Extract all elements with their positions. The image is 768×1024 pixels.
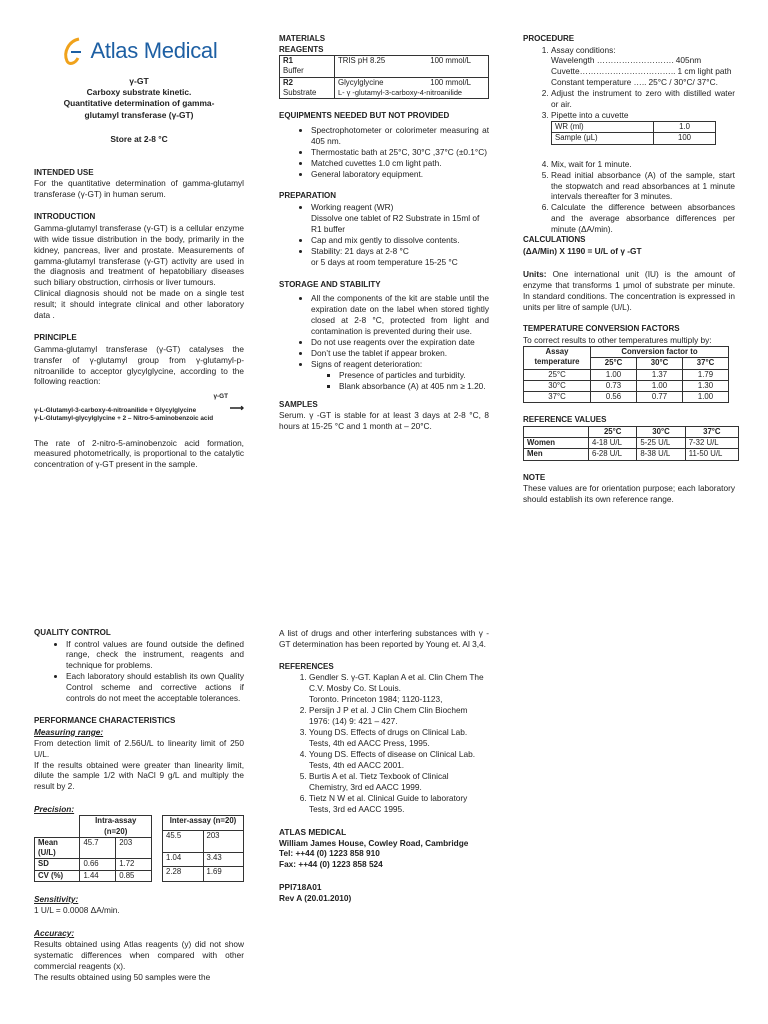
stat-label: SD <box>35 859 80 870</box>
temperature-label: Constant temperature ….. <box>551 77 647 88</box>
factor-cell: 1.00 <box>683 392 729 403</box>
stat-cell: 0.66 <box>80 859 116 870</box>
reference-item: 4. Young DS. Effects of disease on Clinical Lab. Tests, 4th ed AACC 2001. <box>309 749 489 771</box>
reference-values-heading: REFERENCE VALUES <box>523 415 607 425</box>
units-paragraph <box>523 269 735 313</box>
title-line-1: γ-GT <box>129 76 149 86</box>
reference-cell: 6-28 U/L <box>589 449 637 460</box>
quality-control-item: • Each laboratory should establish its own Quality Control scheme and corrective actions if controls do not meet the acceptable tolerances. <box>66 671 244 704</box>
document-code: PPI718A01 <box>279 882 322 893</box>
reagent-component-2: L- γ -glutamyl-3-carboxy-4-nitroanilide <box>338 87 463 97</box>
wavelength-label: Wavelength ………………………. <box>551 55 674 66</box>
deterioration-sign: ▪ Blank absorbance (A) at 405 nm ≥ 1.20. <box>339 381 489 392</box>
principle-text: Gamma-glutamyl transferase (γ-GT) catalyses the transfer of γ-glutamyl group from γ-glutamyl-p-nitroanilide to acceptor glycylglycine, according to the following reaction: <box>34 343 244 387</box>
reagent-kind: Buffer <box>283 66 304 76</box>
column-2 <box>279 34 489 432</box>
procedure-step: 4. Mix, wait for 1 minute. <box>551 159 735 170</box>
column-1-lower <box>34 628 244 983</box>
document-title <box>34 76 244 145</box>
logo-text: Atlas Medical <box>90 38 218 64</box>
reagent-concentration: 100 mmol/L <box>430 56 471 66</box>
introduction-text-2: Clinical diagnosis should not be made on a single test result; it should integrate clinical and other laboratory data . <box>34 288 244 321</box>
reagents-table <box>279 55 489 99</box>
pipette-value: 100 <box>654 133 716 144</box>
measuring-range-label: Measuring range: <box>34 726 104 737</box>
equipment-item: • Spectrophotometer or colorimeter measuring at 405 nm. <box>311 125 489 147</box>
stat-cell: 2.28 <box>163 867 204 882</box>
storage-item-label: Signs of reagent deterioration: <box>311 358 423 369</box>
blank-header <box>35 816 80 838</box>
company-fax: Fax: ++44 (0) 1223 858 524 <box>279 859 383 870</box>
intra-assay-header: Intra-assay (n=20) <box>80 816 152 838</box>
reagent-content-cell <box>335 77 489 99</box>
reagents-heading: REAGENTS <box>279 44 324 54</box>
temperature-header: 30°C <box>637 358 683 369</box>
reference-cell: 8-38 U/L <box>637 449 685 460</box>
cuvette-label: Cuvette…………………………….. <box>551 66 676 77</box>
quality-control-list <box>34 639 244 705</box>
reagent-code-cell <box>280 56 335 78</box>
accuracy-text: Results obtained using Atlas reagents (y) did not show systematic differences when compared with other commercial reagents (x). <box>34 938 244 971</box>
note-text: These values are for orientation purpose; each laboratory should establish its own reference range. <box>523 483 735 505</box>
wavelength-value: 405nm <box>675 55 702 66</box>
measuring-range-text-2: If the results obtained were greater than linearity limit, dilute the sample 1/2 with NaCl 9 g/L and multiply the result by 2. <box>34 759 244 792</box>
table-row <box>163 867 244 882</box>
factor-cell: 0.73 <box>591 380 637 391</box>
pipette-row <box>552 122 716 133</box>
equipment-heading: EQUIPMENTS NEEDED BUT NOT PROVIDED <box>279 111 450 121</box>
procedure-step: 5. Read initial absorbance (A) of the sample, start the stopwatch and read absorbances at 1 minute intervals thereafter for 3 minutes. <box>551 170 735 203</box>
temp-conversion-heading: TEMPERATURE CONVERSION FACTORS <box>523 324 680 334</box>
table-row <box>163 852 244 867</box>
temperature-header: 25°C <box>589 426 637 437</box>
reference-item <box>309 672 489 705</box>
preparation-list <box>279 202 489 268</box>
document-revision: Rev A (20.01.2010) <box>279 893 352 904</box>
title-line-2: Carboxy substrate kinetic. <box>86 87 192 98</box>
working-reagent-detail: Dissolve one tablet of R2 Substrate in 15ml of R1 buffer <box>311 212 480 234</box>
principle-heading: PRINCIPLE <box>34 333 77 343</box>
blank-header <box>524 426 589 437</box>
company-address: William James House, Cowley Road, Cambridge <box>279 837 469 848</box>
table-row <box>163 830 244 852</box>
reaction-reactants-row <box>34 402 244 415</box>
preparation-item: • Cap and mix gently to dissolve contents. <box>311 235 489 246</box>
table-row <box>35 859 152 870</box>
pipette-label: WR (ml) <box>552 122 654 133</box>
note-heading: NOTE <box>523 472 546 482</box>
conversion-factor-header: Conversion factor to <box>591 346 729 357</box>
reagent-code: R1 <box>283 56 293 66</box>
performance-heading: PERFORMANCE CHARACTERISTICS <box>34 716 176 726</box>
accuracy-text-2: The results obtained using 50 samples were the <box>34 971 211 982</box>
reference-cell: 4-18 U/L <box>589 438 637 449</box>
intended-use-heading: INTENDED USE <box>34 167 94 177</box>
inter-assay-header: Inter-assay (n=20) <box>163 816 244 831</box>
procedure-step <box>551 110 735 145</box>
quality-control-heading: QUALITY CONTROL <box>34 628 111 637</box>
units-text: One international unit (IU) is the amount of enzyme that transforms 1 μmol of substrate per minute. In standard conditions. The concentration is expressed in units per litre of sample (U/L). <box>523 268 736 312</box>
procedure-step-text: Pipette into a cuvette <box>551 110 629 121</box>
reference-cell: 7-32 U/L <box>685 438 738 449</box>
reagent-kind: Substrate <box>283 87 317 97</box>
materials-heading: MATERIALS <box>279 34 326 43</box>
reagent-row <box>280 56 489 78</box>
inter-assay-table <box>162 815 244 882</box>
samples-heading: SAMPLES <box>279 399 318 409</box>
group-label: Women <box>524 438 589 449</box>
factor-cell: 1.00 <box>591 369 637 380</box>
stat-cell: 1.04 <box>163 852 204 867</box>
reference-text-extra: Toronto. Princeton 1984; 1120-1123, <box>309 694 443 705</box>
group-label: Men <box>524 449 589 460</box>
storage-item <box>311 359 489 392</box>
table-header-row <box>524 346 729 357</box>
storage-list <box>279 293 489 391</box>
reference-item: 2. Persijn J P et al. J Clin Chem Clin Biochem 1976: (14) 9: 421 – 427. <box>309 705 489 727</box>
preparation-item <box>311 202 489 235</box>
reference-values-table <box>523 426 739 461</box>
equipment-item: • General laboratory equipment. <box>311 169 489 180</box>
accuracy-label: Accuracy: <box>34 927 75 938</box>
procedure-heading: PROCEDURE <box>523 34 575 43</box>
reaction-enzyme: γ-GT <box>213 393 228 401</box>
table-header-row <box>524 426 739 437</box>
temp-conversion-intro: To correct results to other temperatures multiply by: <box>523 335 712 346</box>
stat-cell: 1.69 <box>203 867 244 882</box>
reaction-equation <box>34 393 244 423</box>
reagent-code: R2 <box>283 77 293 87</box>
precision-tables <box>34 815 244 882</box>
precision-label: Precision: <box>34 804 75 815</box>
assay-condition <box>551 55 735 66</box>
reaction-products: γ-L-Glutamyl-glycylglycine + 2 – Nitro-5-aminobenzoic acid <box>34 415 214 423</box>
column-3 <box>523 34 735 505</box>
row-temperature: 25°C <box>524 369 591 380</box>
reference-item: 5. Burtis A et al. Tietz Texbook of Clinical Chemistry, 3rd ed AACC 1999. <box>309 771 489 793</box>
introduction-heading: INTRODUCTION <box>34 212 96 222</box>
assay-condition <box>551 66 735 77</box>
deterioration-sign: ▪ Presence of particles and turbidity. <box>339 370 489 381</box>
table-row <box>524 449 739 460</box>
stat-cell: 1.72 <box>116 859 152 870</box>
reagent-code-cell <box>280 77 335 99</box>
stat-cell: 1.44 <box>80 870 116 881</box>
procedure-step-text: Assay conditions: <box>551 44 616 55</box>
reagent-component: Glycylglycine <box>338 77 384 87</box>
factor-cell: 0.56 <box>591 392 637 403</box>
reference-text: Gendler S. γ-GT. Kaplan A et al. Clin Chem The C.V. Mosby Co. St Louis. <box>309 672 484 694</box>
temperature-header: 37°C <box>685 426 738 437</box>
cuvette-value: 1 cm light path <box>677 66 732 77</box>
stat-label: CV (%) <box>35 870 80 881</box>
table-row <box>524 380 729 391</box>
stat-cell: 0.85 <box>116 870 152 881</box>
store-condition: Store at 2-8 °C <box>110 133 168 144</box>
table-header-row <box>35 816 152 838</box>
column-2-lower <box>279 628 489 904</box>
preparation-item-label: Stability: 21 days at 2-8 °C <box>311 245 409 256</box>
table-row <box>524 369 729 380</box>
units-label: Units: <box>523 268 547 279</box>
reagent-content-cell <box>335 56 489 78</box>
samples-text: Serum. γ -GT is stable for at least 3 days at 2-8 °C, 8 hours at 15-25 °C and 1 month at – 20°C. <box>279 410 489 432</box>
temperature-value: 25°C / 30°C/ 37°C. <box>648 77 718 88</box>
storage-item: • Do not use reagents over the expiration date <box>311 337 489 348</box>
pipette-label: Sample (μL) <box>552 133 654 144</box>
company-name: ATLAS MEDICAL <box>279 826 347 837</box>
pipette-value: 1.0 <box>654 122 716 133</box>
quality-control-item: • If control values are found outside the defined range, check the instrument, reagents and technique for problems. <box>66 639 244 672</box>
reference-item: 3. Young DS. Effects of drugs on Clinical Lab. Tests, 4th ed AACC Press, 1995. <box>309 727 489 749</box>
preparation-item <box>311 246 489 268</box>
interference-text: A list of drugs and other interfering substances with γ -GT determination has been reported by Young et. Al 3,4. <box>279 628 489 649</box>
table-row <box>35 870 152 881</box>
calculations-heading: CALCULATIONS <box>523 235 586 245</box>
assay-temperature-header: Assay temperature <box>524 346 591 369</box>
calculation-formula: (ΔA/Min) X 1190 = U/L of γ -GT <box>523 245 642 256</box>
equipment-item: • Matched cuvettes 1.0 cm light path. <box>311 158 489 169</box>
reference-cell: 11-50 U/L <box>685 449 738 460</box>
procedure-steps <box>523 45 735 236</box>
deterioration-signs-list <box>311 370 489 392</box>
intended-use-text: For the quantitative determination of gamma-glutamyl transferase (γ-GT) in human serum. <box>34 178 244 200</box>
equipment-list <box>279 125 489 180</box>
pipette-row <box>552 133 716 144</box>
atlas-logo-icon <box>61 36 87 66</box>
measuring-range-text: From detection limit of 2.56U/L to linearity limit of 250 U/L. <box>34 737 244 759</box>
company-info <box>279 827 489 905</box>
factor-cell: 1.00 <box>637 380 683 391</box>
table-row <box>524 392 729 403</box>
table-row <box>35 837 152 859</box>
preparation-heading: PREPARATION <box>279 191 337 201</box>
reagent-component: TRIS pH 8.25 <box>338 56 386 66</box>
introduction-text: Gamma-glutamyl transferase (γ-GT) is a cellular enzyme with wide tissue distribution in the body, primarily in the kidney, pancreas, liver and prostate. Measurements of gamma-glutamyl transferase (γ-GT) activity are used in the diagnosis and treatment of hepatobiliary diseases such biliary obstruction, cirrhosis or liver tumours. <box>34 222 244 288</box>
equipment-item: • Thermostatic bath at 25°C, 30°C ,37°C (±0.1°C) <box>311 147 489 158</box>
reaction-reactants: γ-L-Glutamyl-3-carboxy-4-nitroanilide + Glycylglycine <box>34 406 197 414</box>
procedure-step: 2. Adjust the instrument to zero with distilled water or air. <box>551 88 735 110</box>
storage-heading: STORAGE AND STABILITY <box>279 279 381 289</box>
stability-detail: or 5 days at room temperature 15-25 °C <box>311 256 458 267</box>
temperature-header: 37°C <box>683 358 729 369</box>
brand-logo <box>34 34 244 68</box>
table-row <box>524 438 739 449</box>
reference-cell: 5-25 U/L <box>637 438 685 449</box>
principle-text-2: The rate of 2-nitro-5-aminobenzoic acid formation, measured photometrically, is proportional to the catalytic concentration of γ-GT present in the sample. <box>34 437 244 470</box>
stat-cell: 203 <box>116 837 152 859</box>
stat-cell: 203 <box>203 830 244 852</box>
procedure-step: 6. Calculate the difference between absorbances and the average absorbance differences per minute (ΔA/min). <box>551 202 735 235</box>
assay-condition <box>551 77 735 88</box>
stat-cell: 45.7 <box>80 837 116 859</box>
stat-label: Mean (U/L) <box>35 837 80 859</box>
temp-conversion-table <box>523 346 729 403</box>
row-temperature: 37°C <box>524 392 591 403</box>
references-list <box>279 672 489 814</box>
factor-cell: 1.30 <box>683 380 729 391</box>
stat-cell: 45.5 <box>163 830 204 852</box>
temperature-header: 30°C <box>637 426 685 437</box>
sensitivity-label: Sensitivity: <box>34 893 79 904</box>
storage-item: • Don’t use the tablet if appear broken. <box>311 348 489 359</box>
intra-assay-table <box>34 815 152 882</box>
stat-cell: 3.43 <box>203 852 244 867</box>
temperature-header: 25°C <box>591 358 637 369</box>
pipette-table <box>551 121 716 145</box>
reference-item: 6. Tietz N W et al. Clinical Guide to laboratory Tests, 3rd ed AACC 1995. <box>309 793 489 815</box>
references-heading: REFERENCES <box>279 661 334 671</box>
title-line-3: Quantitative determination of gamma- <box>63 98 215 109</box>
reagent-concentration: 100 mmol/L <box>430 77 471 87</box>
procedure-step <box>551 45 735 89</box>
row-temperature: 30°C <box>524 380 591 391</box>
storage-item: • All the components of the kit are stable until the expiration date on the label when stored tightly closed at 2-8 °C, protected from light and contamination is prevented during their use. <box>311 293 489 337</box>
company-tel: Tel: ++44 (0) 1223 858 910 <box>279 848 380 859</box>
column-1 <box>34 34 244 470</box>
factor-cell: 1.79 <box>683 369 729 380</box>
reaction-arrow-icon: ⟶ <box>229 402 244 414</box>
reagent-row <box>280 77 489 99</box>
factor-cell: 1.37 <box>637 369 683 380</box>
table-header-row <box>163 816 244 831</box>
preparation-item-label: Working reagent (WR) <box>311 202 394 212</box>
factor-cell: 0.77 <box>637 392 683 403</box>
title-line-4: glutamyl transferase (γ-GT) <box>84 109 194 120</box>
sensitivity-text: 1 U/L = 0.0008 ΔA/min. <box>34 904 120 915</box>
